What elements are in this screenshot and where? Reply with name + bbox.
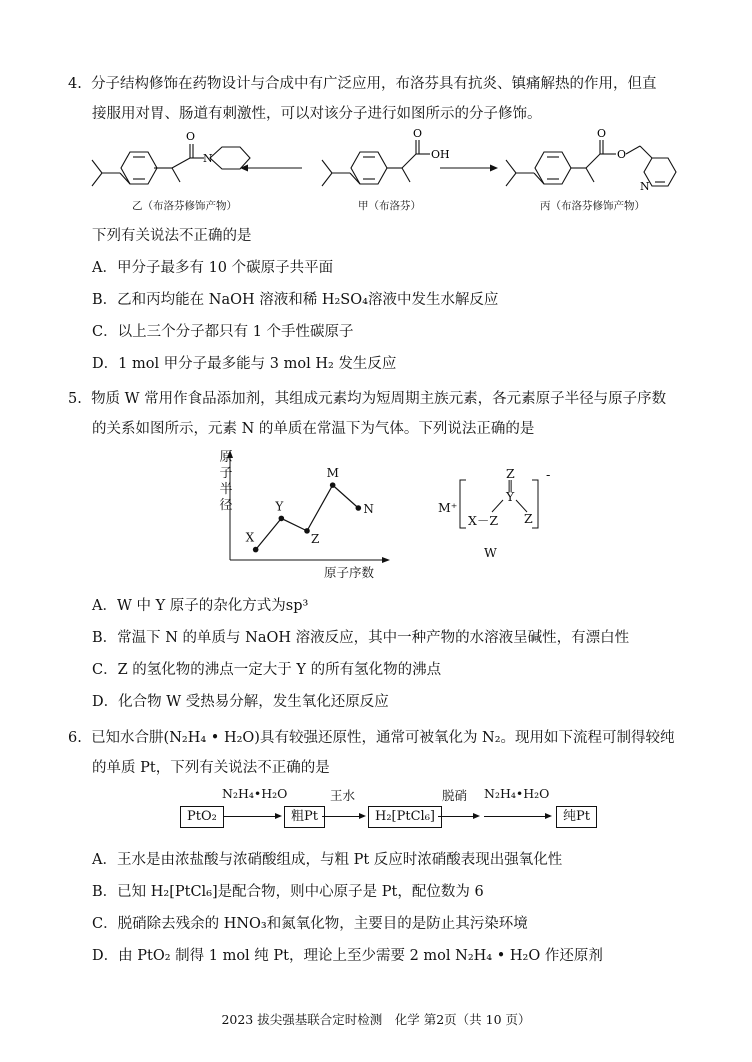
chart-point-label-x: X (245, 530, 255, 545)
chart-point-m (330, 482, 336, 488)
q6-option-c: C．脱硝除去残余的 HNO₃和氮氧化物，主要目的是防止其污染环境 (92, 916, 528, 932)
struct-left-group: X－Z (468, 513, 499, 528)
q5-option-d: D．化合物 W 受热易分解，发生氧化还原反应 (92, 694, 389, 710)
struct-right-atom: Z (524, 511, 533, 526)
chart-point-y (279, 516, 285, 522)
struct-double-bond: ‖ (507, 477, 514, 492)
chart-y-label (218, 450, 234, 514)
ylabel-char-1: 原 (219, 450, 233, 465)
q5-option-c: C．Z 的氢化物的沸点一定大于 Y 的所有氢化物的沸点 (92, 662, 442, 678)
ylabel-char-2: 子 (219, 466, 233, 481)
mol-bing-structure (506, 140, 676, 186)
mol-jia-structure (322, 140, 430, 186)
q6-number: 6. (68, 730, 82, 746)
chart-x-arrow (382, 557, 390, 563)
mol-bing-oxygen-carbonyl: O (597, 128, 607, 140)
flow-box-h2ptcl6: H₂[PtCl₆] (368, 806, 442, 828)
q4-option-c: C．以上三个分子都只有 1 个手性碳原子 (92, 324, 354, 340)
mol-bing-oxygen-ester: O (617, 148, 627, 161)
flow-arrow-1 (224, 816, 280, 817)
chart-point-n (356, 505, 362, 511)
q5-stem1: 物质 W 常用作食品添加剂，其组成元素均为短周期主族元素，各元素原子半径与原子序数 (91, 391, 667, 407)
chart-point-label-m: M (326, 466, 339, 481)
flow-box-pto2: PtO₂ (180, 806, 224, 828)
flow-label-3: 脱硝 (442, 788, 468, 803)
ylabel-char-4: 径 (219, 498, 233, 513)
chart-point-label-y: Y (275, 499, 284, 514)
q4-number: 4. (68, 76, 82, 92)
flow-box-pure-pt: 纯Pt (556, 806, 597, 828)
mol-bing-label: 丙（布洛芬修饰产物） (540, 200, 645, 212)
mol-jia-oxygen: O (413, 128, 423, 140)
mol-jia-label: 甲（布洛芬） (358, 200, 421, 212)
q4-stem-line2: 接服用对胃、肠道有刺激性，可以对该分子进行如图所示的分子修饰。 (92, 106, 542, 122)
mol-yi-nitrogen: N (203, 152, 213, 165)
ylabel-char-3: 半 (219, 482, 233, 497)
q5-stem-line1 (68, 389, 666, 409)
flow-arrow-4 (484, 816, 550, 817)
q6-stem-line2: 的单质 Pt，下列有关说法不正确的是 (92, 760, 330, 776)
q5-stem-line2: 的关系如图所示，元素 N 的单质在常温下为气体。下列说法正确的是 (92, 421, 535, 437)
flow-box-crude-pt: 粗Pt (284, 806, 325, 828)
q4-option-a: A．甲分子最多有 10 个碳原子共平面 (92, 260, 334, 276)
q5-option-b: B．常温下 N 的单质与 NaOH 溶液反应，其中一种产物的水溶液呈碱性，有漂白性 (92, 630, 630, 646)
q6-option-d: D．由 PtO₂ 制得 1 mol 纯 Pt，理论上至少需要 2 mol N₂H₄ • H₂O 作还原剂 (92, 948, 603, 964)
chart-point-label-n: N (363, 502, 374, 516)
q4-stem1: 分子结构修饰在药物设计与合成中有广泛应用，布洛芬具有抗炎、镇痛解热的作用，但直 (91, 76, 657, 92)
q6-stem1: 已知水合肼(N₂H₄ • H₂O)具有较强还原性，通常可被氧化为 N₂。现用如下流程可制得较纯 (91, 730, 675, 746)
q4-question: 下列有关说法不正确的是 (92, 228, 252, 244)
mol-yi-structure (92, 144, 250, 186)
page-footer: 2023 拔尖强基联合定时检测 化学 第2页（共 10 页） (221, 1012, 531, 1027)
mol-yi-label: 乙（布洛芬修饰产物） (132, 200, 237, 212)
q4-option-b: B．乙和丙均能在 NaOH 溶液和稀 H₂SO₄溶液中发生水解反应 (92, 292, 499, 308)
struct-label: W (484, 545, 497, 560)
struct-charge: - (546, 468, 551, 483)
flow-label-4: N₂H₄•H₂O (484, 786, 550, 801)
q4-option-d: D．1 mol 甲分子最多能与 3 mol H₂ 发生反应 (92, 356, 397, 372)
flow-label-2: 王水 (330, 788, 356, 803)
flow-arrow-3 (438, 816, 478, 817)
flow-arrow-2 (322, 816, 364, 817)
flow-label-1: N₂H₄•H₂O (222, 786, 288, 801)
q5-number: 5. (68, 391, 82, 407)
mol-bing-nitrogen: N (640, 180, 650, 193)
q6-option-b: B．已知 H₂[PtCl₆]是配合物，则中心原子是 Pt，配位数为 6 (92, 884, 484, 900)
struct-top-atom: Z (506, 466, 515, 481)
struct-cation: M⁺ (438, 500, 458, 515)
mol-jia-hydroxyl: OH (431, 148, 450, 161)
q6-option-a: A．王水是由浓盐酸与浓硝酸组成，与粗 Pt 反应时浓硝酸表现出强氧化性 (92, 852, 563, 868)
chart-series-line (256, 485, 359, 549)
chart-point-z (304, 528, 310, 534)
chart-point-label-z: Z (311, 531, 320, 546)
mol-yi-oxygen: O (186, 130, 196, 143)
chart-x-label: 原子序数 (324, 565, 375, 580)
struct-center-atom: Y (506, 489, 515, 504)
q6-stem-line1 (68, 728, 675, 748)
q5-option-a: A．W 中 Y 原子的杂化方式为sp³ (92, 598, 309, 614)
q4-stem-line1 (68, 74, 657, 94)
chart-point-x (253, 547, 259, 553)
